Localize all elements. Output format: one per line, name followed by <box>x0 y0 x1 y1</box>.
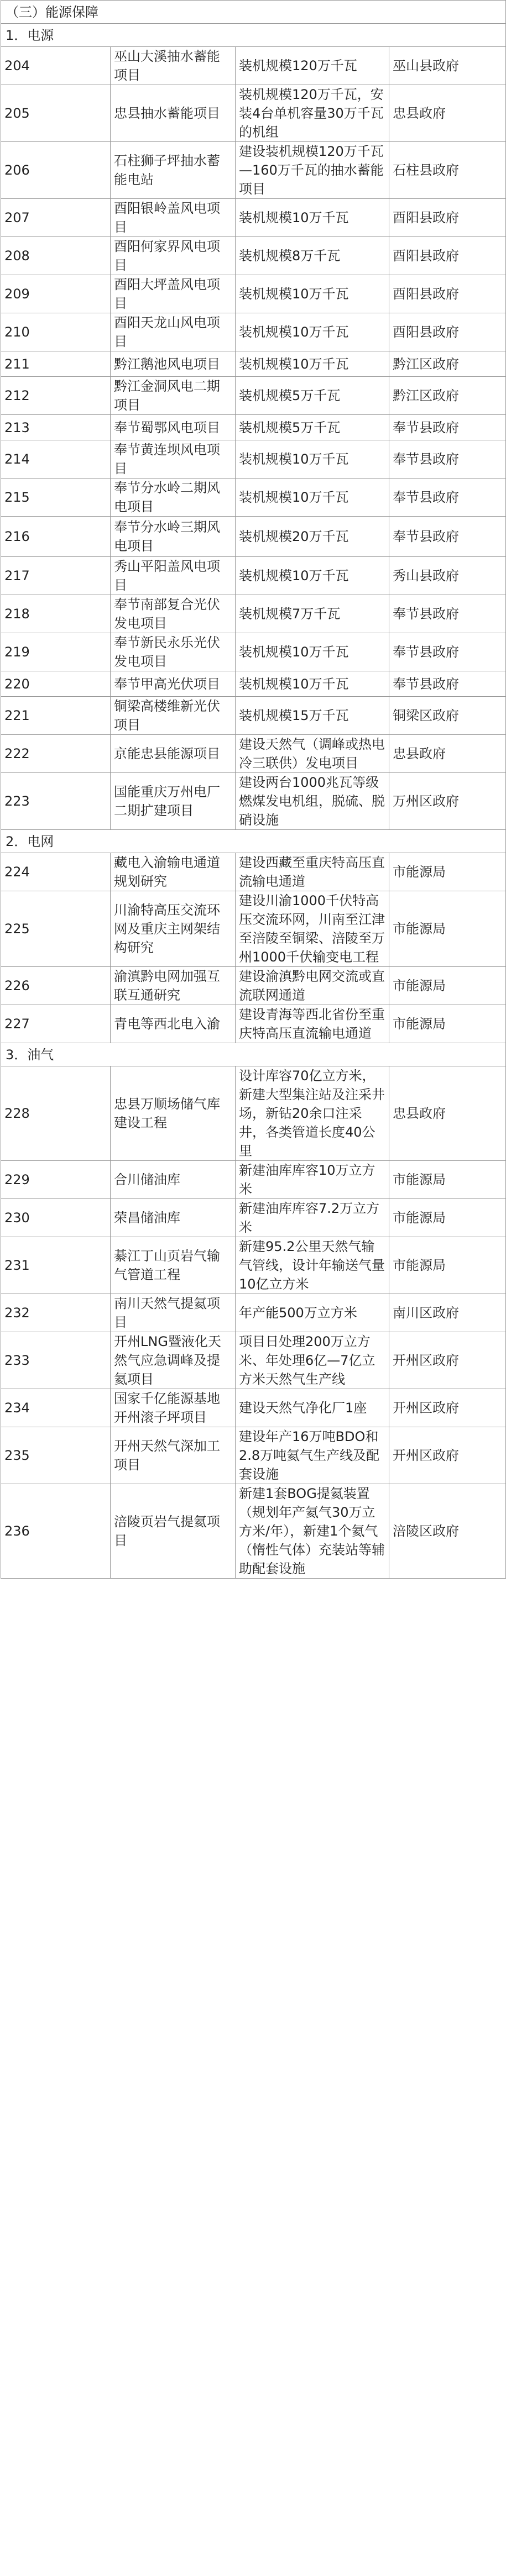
group-header-row <box>1 1043 506 1066</box>
cell-name: 开州LNG暨液化天然气应急调峰及提氦项目 <box>111 1332 236 1389</box>
cell-unit: 市能源局 <box>389 967 506 1005</box>
cell-unit: 奉节县政府 <box>389 595 506 633</box>
table-row <box>1 85 506 142</box>
table-row <box>1 1484 506 1579</box>
cell-content: 装机规模10万千瓦 <box>236 440 389 479</box>
table-row <box>1 1427 506 1484</box>
table-row <box>1 595 506 633</box>
cell-unit: 忠县政府 <box>389 85 506 142</box>
cell-content: 项目日处理200万立方米、年处理6亿—7亿立方米天然气生产线 <box>236 1332 389 1389</box>
cell-content: 建设渝滇黔电网交流或直流联网通道 <box>236 967 389 1005</box>
cell-name: 南川天然气提氦项目 <box>111 1294 236 1332</box>
cell-no: 204 <box>1 47 111 85</box>
cell-name: 酉阳何家界风电项目 <box>111 237 236 275</box>
cell-content: 装机规模10万千瓦 <box>236 275 389 313</box>
cell-no: 208 <box>1 237 111 275</box>
cell-name: 开州天然气深加工项目 <box>111 1427 236 1484</box>
cell-content: 建设青海等西北省份至重庆特高压直流输电通道 <box>236 1005 389 1043</box>
cell-name: 酉阳天龙山风电项目 <box>111 313 236 351</box>
cell-unit: 市能源局 <box>389 891 506 967</box>
section-title-row <box>1 1 506 24</box>
cell-no: 231 <box>1 1237 111 1294</box>
cell-no: 218 <box>1 595 111 633</box>
cell-content: 新建95.2公里天然气输气管线，设计年输送气量10亿立方米 <box>236 1237 389 1294</box>
table-row <box>1 479 506 517</box>
cell-no: 213 <box>1 415 111 440</box>
group-title: 3．油气 <box>1 1043 506 1066</box>
cell-no: 211 <box>1 351 111 377</box>
table-row <box>1 697 506 735</box>
cell-name: 酉阳银岭盖风电项目 <box>111 199 236 237</box>
table-row <box>1 415 506 440</box>
cell-no: 216 <box>1 517 111 557</box>
cell-content: 新建1套BOG提氦装置（规划年产氦气30万立方米/年），新建1个氦气（惰性气体）充装站等辅助配套设施 <box>236 1484 389 1579</box>
cell-content: 装机规模10万千瓦 <box>236 199 389 237</box>
cell-name: 国能重庆万州电厂二期扩建项目 <box>111 773 236 830</box>
cell-name: 黔江鹅池风电项目 <box>111 351 236 377</box>
cell-no: 220 <box>1 671 111 697</box>
cell-unit: 奉节县政府 <box>389 633 506 671</box>
cell-content: 建设西藏至重庆特高压直流输电通道 <box>236 853 389 891</box>
cell-name: 忠县抽水蓄能项目 <box>111 85 236 142</box>
cell-unit: 忠县政府 <box>389 1066 506 1161</box>
table-row <box>1 1237 506 1294</box>
table-row <box>1 735 506 773</box>
cell-unit: 酉阳县政府 <box>389 313 506 351</box>
group-header-row <box>1 24 506 47</box>
cell-unit: 酉阳县政府 <box>389 199 506 237</box>
cell-no: 227 <box>1 1005 111 1043</box>
cell-content: 装机规模10万千瓦 <box>236 351 389 377</box>
table-row <box>1 1066 506 1161</box>
table-row <box>1 891 506 967</box>
cell-no: 230 <box>1 1199 111 1237</box>
cell-no: 233 <box>1 1332 111 1389</box>
table-row <box>1 237 506 275</box>
cell-unit: 万州区政府 <box>389 773 506 830</box>
cell-content: 建设两台1000兆瓦等级燃煤发电机组，脱硫、脱硝设施 <box>236 773 389 830</box>
cell-name: 铜梁高楼维新光伏项目 <box>111 697 236 735</box>
cell-unit: 酉阳县政府 <box>389 275 506 313</box>
table-row <box>1 1332 506 1389</box>
cell-unit: 市能源局 <box>389 1237 506 1294</box>
project-table-body <box>1 1 506 1579</box>
section-title: （三）能源保障 <box>1 1 506 24</box>
table-row <box>1 47 506 85</box>
cell-no: 224 <box>1 853 111 891</box>
cell-unit: 忠县政府 <box>389 735 506 773</box>
cell-name: 涪陵页岩气提氦项目 <box>111 1484 236 1579</box>
cell-unit: 涪陵区政府 <box>389 1484 506 1579</box>
cell-unit: 奉节县政府 <box>389 415 506 440</box>
cell-unit: 黔江区政府 <box>389 377 506 415</box>
cell-name: 奉节分水岭二期风电项目 <box>111 479 236 517</box>
cell-content: 建设川渝1000千伏特高压交流环网，川南至江津至涪陵至铜梁、涪陵至万州1000千伏输变电工程 <box>236 891 389 967</box>
cell-unit: 奉节县政府 <box>389 517 506 557</box>
group-header-row <box>1 830 506 853</box>
cell-content: 装机规模10万千瓦 <box>236 313 389 351</box>
cell-name: 秀山平阳盖风电项目 <box>111 557 236 595</box>
cell-unit: 市能源局 <box>389 1005 506 1043</box>
cell-name: 渝滇黔电网加强互联互通研究 <box>111 967 236 1005</box>
cell-no: 210 <box>1 313 111 351</box>
table-row <box>1 557 506 595</box>
cell-unit: 奉节县政府 <box>389 440 506 479</box>
group-title: 1．电源 <box>1 24 506 47</box>
cell-no: 222 <box>1 735 111 773</box>
cell-no: 221 <box>1 697 111 735</box>
cell-no: 212 <box>1 377 111 415</box>
cell-content: 装机规模8万千瓦 <box>236 237 389 275</box>
project-table <box>1 0 506 1579</box>
cell-name: 青电等西北电入渝 <box>111 1005 236 1043</box>
cell-content: 装机规模15万千瓦 <box>236 697 389 735</box>
table-row <box>1 671 506 697</box>
cell-unit: 巫山县政府 <box>389 47 506 85</box>
cell-content: 装机规模20万千瓦 <box>236 517 389 557</box>
cell-name: 黔江金洞风电二期项目 <box>111 377 236 415</box>
cell-content: 装机规模10万千瓦 <box>236 671 389 697</box>
cell-content: 装机规模10万千瓦 <box>236 557 389 595</box>
cell-unit: 市能源局 <box>389 1199 506 1237</box>
cell-name: 石柱狮子坪抽水蓄能电站 <box>111 142 236 199</box>
cell-unit: 酉阳县政府 <box>389 237 506 275</box>
cell-unit: 石柱县政府 <box>389 142 506 199</box>
cell-no: 209 <box>1 275 111 313</box>
cell-name: 奉节新民永乐光伏发电项目 <box>111 633 236 671</box>
cell-name: 奉节黄连坝风电项目 <box>111 440 236 479</box>
cell-content: 设计库容70亿立方米，新建大型集注站及注采井场，新钻20余口注采井，各类管道长度40公里 <box>236 1066 389 1161</box>
table-row <box>1 1005 506 1043</box>
cell-content: 装机规模10万千瓦 <box>236 479 389 517</box>
cell-no: 219 <box>1 633 111 671</box>
cell-no: 214 <box>1 440 111 479</box>
table-row <box>1 1389 506 1427</box>
cell-no: 207 <box>1 199 111 237</box>
cell-name: 藏电入渝输电通道规划研究 <box>111 853 236 891</box>
table-row <box>1 377 506 415</box>
table-row <box>1 773 506 830</box>
cell-name: 奉节分水岭三期风电项目 <box>111 517 236 557</box>
cell-no: 235 <box>1 1427 111 1484</box>
cell-no: 232 <box>1 1294 111 1332</box>
cell-content: 装机规模120万千瓦，安装4台单机容量30万千瓦的机组 <box>236 85 389 142</box>
cell-no: 228 <box>1 1066 111 1161</box>
cell-unit: 市能源局 <box>389 1161 506 1199</box>
cell-name: 国家千亿能源基地开州滚子坪项目 <box>111 1389 236 1427</box>
cell-no: 215 <box>1 479 111 517</box>
cell-unit: 秀山县政府 <box>389 557 506 595</box>
cell-no: 225 <box>1 891 111 967</box>
cell-unit: 开州区政府 <box>389 1427 506 1484</box>
cell-unit: 奉节县政府 <box>389 479 506 517</box>
cell-no: 226 <box>1 967 111 1005</box>
cell-name: 川渝特高压交流环网及重庆主网架结构研究 <box>111 891 236 967</box>
table-row <box>1 1199 506 1237</box>
table-row <box>1 313 506 351</box>
cell-no: 236 <box>1 1484 111 1579</box>
cell-no: 217 <box>1 557 111 595</box>
cell-content: 装机规模10万千瓦 <box>236 633 389 671</box>
cell-content: 装机规模7万千瓦 <box>236 595 389 633</box>
cell-no: 229 <box>1 1161 111 1199</box>
cell-content: 建设天然气（调峰或热电冷三联供）发电项目 <box>236 735 389 773</box>
cell-content: 装机规模5万千瓦 <box>236 415 389 440</box>
cell-name: 荣昌储油库 <box>111 1199 236 1237</box>
cell-unit: 开州区政府 <box>389 1389 506 1427</box>
cell-no: 205 <box>1 85 111 142</box>
cell-no: 206 <box>1 142 111 199</box>
cell-content: 建设年产16万吨BDO和2.8万吨氦气生产线及配套设施 <box>236 1427 389 1484</box>
cell-no: 234 <box>1 1389 111 1427</box>
cell-content: 年产能500万立方米 <box>236 1294 389 1332</box>
table-row <box>1 633 506 671</box>
table-row <box>1 1161 506 1199</box>
table-row <box>1 351 506 377</box>
cell-name: 京能忠县能源项目 <box>111 735 236 773</box>
cell-name: 忠县万顺场储气库建设工程 <box>111 1066 236 1161</box>
table-row <box>1 967 506 1005</box>
cell-name: 奉节甲高光伏项目 <box>111 671 236 697</box>
cell-content: 装机规模120万千瓦 <box>236 47 389 85</box>
cell-content: 新建油库库容10万立方米 <box>236 1161 389 1199</box>
cell-name: 巫山大溪抽水蓄能项目 <box>111 47 236 85</box>
group-title: 2．电网 <box>1 830 506 853</box>
cell-name: 合川储油库 <box>111 1161 236 1199</box>
table-row <box>1 142 506 199</box>
cell-unit: 铜梁区政府 <box>389 697 506 735</box>
table-row <box>1 853 506 891</box>
cell-unit: 黔江区政府 <box>389 351 506 377</box>
cell-name: 奉节南部复合光伏发电项目 <box>111 595 236 633</box>
cell-content: 新建油库库容7.2万立方米 <box>236 1199 389 1237</box>
table-row <box>1 199 506 237</box>
cell-content: 装机规模5万千瓦 <box>236 377 389 415</box>
cell-no: 223 <box>1 773 111 830</box>
cell-name: 綦江丁山页岩气输气管道工程 <box>111 1237 236 1294</box>
cell-name: 酉阳大坪盖风电项目 <box>111 275 236 313</box>
cell-content: 建设天然气净化厂1座 <box>236 1389 389 1427</box>
cell-content: 建设装机规模120万千瓦—160万千瓦的抽水蓄能项目 <box>236 142 389 199</box>
cell-unit: 南川区政府 <box>389 1294 506 1332</box>
table-row <box>1 517 506 557</box>
cell-name: 奉节蜀鄂风电项目 <box>111 415 236 440</box>
cell-unit: 奉节县政府 <box>389 671 506 697</box>
cell-unit: 开州区政府 <box>389 1332 506 1389</box>
cell-unit: 市能源局 <box>389 853 506 891</box>
table-row <box>1 275 506 313</box>
table-row <box>1 440 506 479</box>
table-row <box>1 1294 506 1332</box>
